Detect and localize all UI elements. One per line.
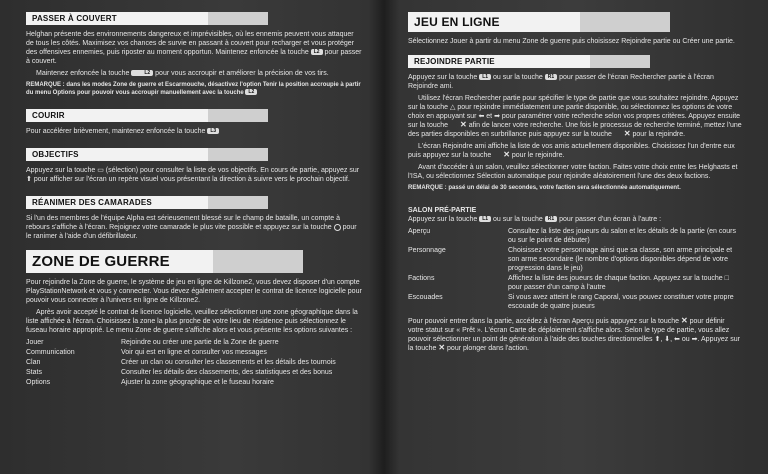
salon-paragraph-1: Appuyez sur la touche L1 ou sur la touche R1 pour passer d'un écran à l'autre : <box>408 216 662 223</box>
section-header-reanimer: RÉANIMER DES CAMARADES <box>26 196 268 209</box>
table-row: Stats Consulter les détails des classements, des statistiques et des bonus <box>26 369 333 376</box>
dpad-right-icon: ➡ <box>494 113 500 120</box>
l2-button-icon: L2 <box>311 49 323 55</box>
r1-button-icon: R1 <box>545 216 557 222</box>
zone-paragraph-2: Après avoir accepté le contrat de licence logicielle, veuillez sélectionner une zone géographique dans la liste affichée à l'écran. Choisissez la zone la plus proche de votre lieu de résidence puis sélectionnez le fuseau horaire approprié. Le menu Zone de guerre s'affiche alors et vous présente les options suivantes : <box>26 309 358 334</box>
table-row: Options Ajuster la zone géographique et le fuseau horaire <box>26 379 274 386</box>
reanimer-paragraph: Si l'un des membres de l'équipe Alpha est sérieusement blessé sur le champ de bataille, un compte à rebours s'affiche à l'écran. Rejoignez votre camarade le plus vite possible et appuyez sur la touche pour le ranimer à l'aide d'un défibrillateur. <box>26 215 357 240</box>
zone-options-table <box>26 338 336 388</box>
section-header-rejoindre: REJOINDRE PARTIE <box>408 55 650 68</box>
section-header-zone: ZONE DE GUERRE <box>26 250 303 273</box>
table-row: Jouer Rejoindre ou créer une partie de la Zone de guerre <box>26 339 279 346</box>
triangle-button-icon: △ <box>450 104 456 111</box>
table-row: Personnage Choisissez votre personnage ainsi que sa classe, son arme principale et son arme secondaire (le nombre d'options disponibles dépend de votre progression dans le jeu) <box>408 247 733 272</box>
l2-button-icon: L2 <box>131 70 153 76</box>
table-row: Aperçu Consultez la liste des joueurs du salon et les détails de la partie (en cours ou sur le point de débuter) <box>408 228 737 244</box>
table-row: Clan Créer un clan ou consulter les classements et les détails des tournois <box>26 359 336 366</box>
table-row: Escouades Si vous avez atteint le rang Caporal, vous pouvez constituer votre propre escouade de quatre joueurs <box>408 294 734 310</box>
table-row: Factions Affichez la liste des joueurs de chaque faction. Appuyez sur la touche □ pour passer d'un camp à l'autre <box>408 275 729 291</box>
dpad-down-icon: ⬇ <box>664 336 671 343</box>
couvert-paragraph-2: Maintenez enfoncée la touche L2 pour vous accroupir et améliorer la précision de vos tirs. <box>36 70 329 77</box>
cross-button-icon: ✕ <box>460 120 467 129</box>
dpad-right-icon: ➡ <box>691 336 698 343</box>
couvert-paragraph-1: Helghan présente des environnements dangereux et imprévisibles, où les ennemis peuvent vous attaquer de tous les côtés. Maximisez vos chances de survie en passant à couvert pour recharger et vous protéger des offensives ennemies, puis riposter au moment opportun. Maintenez enfoncée la touche L2 pour passer à couvert. <box>26 31 362 65</box>
dpad-up-icon: ⬆ <box>654 336 661 343</box>
rejoindre-paragraph-3: L'écran Rejoindre ami affiche la liste de vos amis actuellement disponibles. Choisissez l'un d'entre eux puis appuyez sur la touche ✕ pour le rejoindre. <box>408 143 735 159</box>
section-header-jeu: JEU EN LIGNE <box>408 12 670 32</box>
rejoindre-paragraph-2: Utilisez l'écran Rechercher partie pour spécifier le type de partie que vous souhaitez rejoindre. Appuyez sur la touche △ pour rejoindre immédiatement une partie disponible, ou sélectionnez les options de votre choix en appuyant sur ⬅ et ➡ pour paramétrer votre recherche selon vos propres critères. Appuyez ensuite sur la touche ✕ afin de lancer votre recherche. Une fois le processus de recherche terminé, mettez l'une des parties disponibles en surbrillance puis appuyez sur la touche ✕ pour la rejoindre. <box>408 95 742 138</box>
select-button-icon: ▭ <box>97 167 104 174</box>
section-header-courir: COURIR <box>26 109 268 122</box>
objectifs-paragraph: Appuyez sur la touche ▭ (sélection) pour consulter la liste de vos objectifs. En cours de partie, appuyez sur ⬆ pour afficher sur l'écran un repère visuel vous présentant la direction à suivre vers le prochain objectif. <box>26 167 360 183</box>
couvert-note: REMARQUE : dans les modes Zone de guerre et Escarmouche, désactivez l'option Tenir la position accroupie à partir du menu Options pour pouvoir vous accroupir manuellement avec la touche L2 <box>26 82 361 96</box>
l1-button-icon: L1 <box>479 216 491 222</box>
l2-button-icon: L2 <box>245 89 257 95</box>
section-header-salon: SALON PRÉ-PARTIE <box>408 207 477 214</box>
table-row: Communication Voir qui est en ligne et consulter vos messages <box>26 349 267 356</box>
courir-paragraph: Pour accélérer brièvement, maintenez enfoncée la touche L3 <box>26 127 362 136</box>
rejoindre-paragraph-1: Appuyez sur la touche L1 ou sur la touche R1 pour passer de l'écran Rechercher partie à l'écran Rejoindre ami. <box>408 74 714 90</box>
rejoindre-paragraph-4: Avant d'accéder à un salon, veuillez sélectionner votre faction. Faites votre choix entre les Helghasts et l'ISA, ou sélectionnez Sélection automatique pour rejoindre aléatoirement l'une des deux factions. <box>408 164 738 180</box>
dpad-left-icon: ⬅ <box>478 113 485 120</box>
section-header-couvert: PASSER À COUVERT <box>26 12 268 25</box>
cross-button-icon: ✕ <box>438 343 446 352</box>
right-page <box>384 0 768 474</box>
cross-button-icon: ✕ <box>623 129 631 138</box>
salon-paragraph-2: Pour pouvoir entrer dans la partie, accédez à l'écran Aperçu puis appuyez sur la touche ✕ pour définir votre statut sur « Prêt ». L'écran Carte de déploiement s'affiche alors. Selon le type de partie, vous allez pouvoir sélectionner un point de génération à l'aide des touches directionnelles ⬆, ⬇, ⬅ ou ➡. Appuyez sur la touche ✕ pour plonger dans l'action. <box>408 316 740 352</box>
jeu-paragraph: Sélectionnez Jouer à partir du menu Zone de guerre puis choisissez Rejoindre partie ou Créer une partie. <box>408 38 735 45</box>
square-button-icon: □ <box>724 275 729 282</box>
section-header-objectifs: OBJECTIFS <box>26 148 268 161</box>
salon-table <box>408 227 742 312</box>
r1-button-icon: R1 <box>545 74 557 80</box>
dpad-left-icon: ⬅ <box>674 336 680 343</box>
circle-button-icon <box>334 224 341 231</box>
l3-button-icon: L3 <box>207 128 219 134</box>
dpad-up-icon: ⬆ <box>26 176 32 183</box>
zone-paragraph-1: Pour rejoindre la Zone de guerre, le système de jeu en ligne de Killzone2, vous devez disposer d'un compte PlayStationNetwork et vous y connecter. Vous devez également accepter le contrat de licence logicielle pour pouvoir vous connecter à l'univers en ligne de Killzone2. <box>26 279 362 304</box>
rejoindre-note: REMARQUE : passé un délai de 30 secondes, votre faction sera sélectionnée automatiquement. <box>408 185 681 191</box>
cross-button-icon: ✕ <box>503 150 510 159</box>
l1-button-icon: L1 <box>479 74 491 80</box>
cross-button-icon: ✕ <box>680 316 688 325</box>
